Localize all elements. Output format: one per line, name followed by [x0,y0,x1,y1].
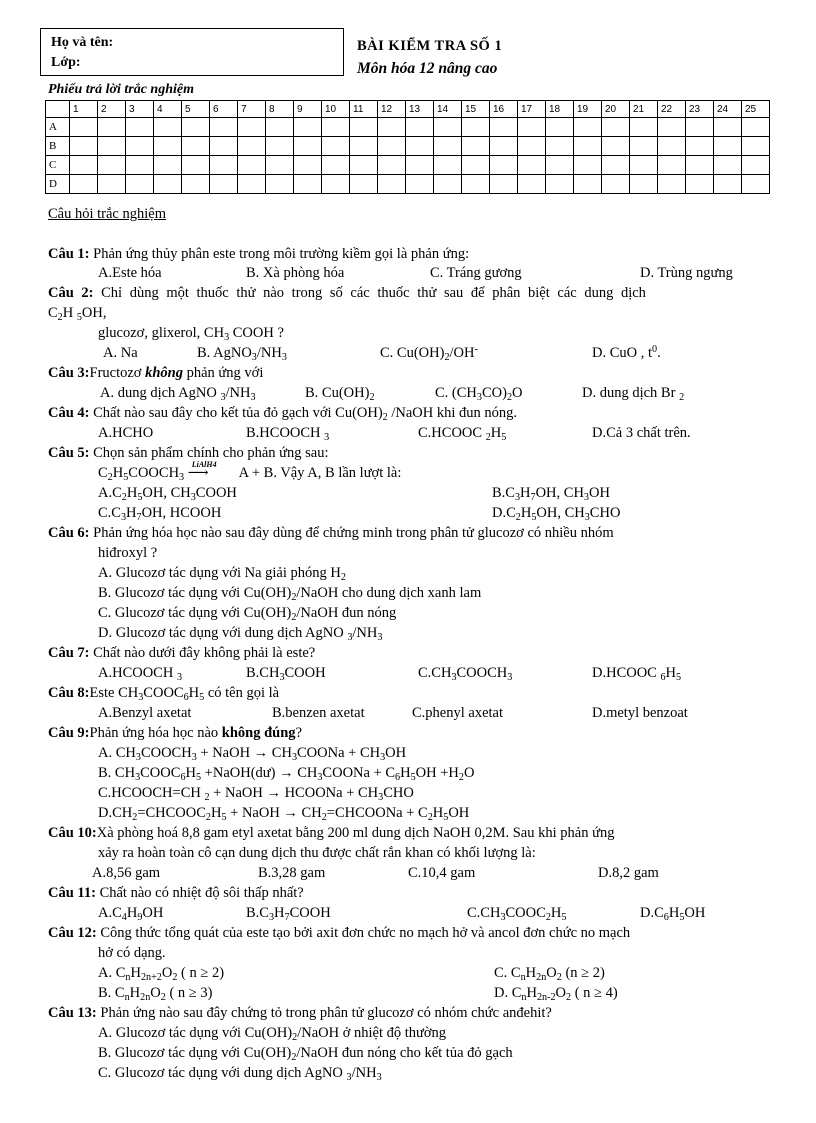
answer-cell[interactable] [126,175,154,194]
grid-col-header: 24 [714,101,742,118]
answer-cell[interactable] [462,156,490,175]
answer-cell[interactable] [322,156,350,175]
answer-cell[interactable] [238,118,266,137]
answer-cell[interactable] [434,156,462,175]
answer-cell[interactable] [574,156,602,175]
answer-cell[interactable] [546,175,574,194]
grid-col-header: 21 [630,101,658,118]
answer-cell[interactable] [322,175,350,194]
grid-col-header: 20 [602,101,630,118]
grid-col-header: 7 [238,101,266,118]
q11-stem: Câu 11: Chất nào có nhiệt độ sôi thấp nhất? [48,885,304,901]
q12-stem-cont: hở có dạng. [98,945,166,961]
test-title: BÀI KIỂM TRA SỐ 1 [357,38,503,54]
q13-stem: Câu 13: Phản ứng nào sau đây chứng tỏ trong phân tử glucozơ có nhóm chức anđehit? [48,1005,552,1021]
answer-cell[interactable] [602,156,630,175]
q8-option-b[interactable]: B.benzen axetat [272,705,365,721]
answer-cell[interactable] [546,156,574,175]
q3-option-b[interactable]: B. $Cu(OH)_2$ [305,385,375,403]
q10-option-a[interactable]: A.8,56 gam [92,865,161,881]
answer-cell[interactable] [182,175,210,194]
q2-option-b[interactable]: B. $AgNO_3/NH_3$ [197,345,287,363]
grid-col-header: 11 [350,101,378,118]
answer-cell[interactable] [70,137,98,156]
q1-option-a[interactable]: A.Este hóa [98,265,162,281]
grid-col-header: 8 [266,101,294,118]
answer-cell[interactable] [658,118,686,137]
answer-cell[interactable] [714,118,742,137]
answer-cell[interactable] [182,156,210,175]
q4-stem: Câu 4: Chất nào sau đây cho kết tủa đỏ gạch với $Cu(OH)_2$ /NaOH khi đun nóng. [48,405,518,423]
q12-stem: Câu 12: Công thức tổng quát của este tạo bởi axit đơn chức no mạch hở và ancol đơn chức no mạch [48,925,631,941]
answer-cell[interactable] [238,156,266,175]
answer-cell[interactable] [154,118,182,137]
answer-cell[interactable] [546,118,574,137]
answer-cell[interactable] [434,137,462,156]
q10-option-b[interactable]: B.3,28 gam [258,865,326,881]
answer-cell[interactable] [490,156,518,175]
answer-cell[interactable] [574,118,602,137]
q2-option-c[interactable]: C. $Cu(OH)_2/OH^-$ [380,344,478,363]
answer-cell[interactable] [378,137,406,156]
q13-option-b[interactable]: B. Glucozơ tác dụng với $Cu(OH)_2$/NaOH đun nóng cho kết tủa đỏ gạch [98,1045,513,1063]
q8-option-c[interactable]: C.phenyl axetat [412,705,504,721]
answer-cell[interactable] [350,137,378,156]
grid-col-header: 9 [294,101,322,118]
answer-cell[interactable] [406,156,434,175]
grid-col-header: 18 [546,101,574,118]
grid-col-header: 15 [462,101,490,118]
answer-cell[interactable] [742,175,770,194]
q3-option-a[interactable]: A. dung dịch AgNO $_3/NH_3$ [100,385,256,403]
answer-cell[interactable] [742,137,770,156]
q12-option-d[interactable]: D. $C_nH_{2n-2}O_2$ ( n ≥ 4) [494,985,618,1003]
answer-cell[interactable] [546,137,574,156]
answer-cell[interactable] [602,137,630,156]
q9-option-b[interactable]: B. $CH_3COOC_6H_5$ +NaOH(dư) → $CH_3COONa + C_6H_5OH +H_2O$ [98,765,475,783]
q13-option-c[interactable]: C. Glucozơ tác dụng với dung dịch AgNO $_3/NH_3$ [98,1065,382,1083]
q10-option-c[interactable]: C.10,4 gam [408,865,476,881]
grid-row-label: A [46,118,70,137]
q1-stem: Câu 1: Phản ứng thủy phân este trong môi trường kiềm gọi là phản ứng: [48,246,470,262]
q8-option-d[interactable]: D.metyl benzoat [592,705,688,721]
answer-cell[interactable] [658,137,686,156]
grid-col-header: 10 [322,101,350,118]
answer-cell[interactable] [714,137,742,156]
answer-grid [45,100,770,194]
grid-col-header: 4 [154,101,182,118]
q9-option-d[interactable]: $D.CH_2=CHCOOC_2H_5$ + NaOH → $CH_2=CHCOONa + C_2H_5OH$ [98,805,470,823]
answer-cell[interactable] [126,137,154,156]
questions-heading: Câu hỏi trắc nghiệm [48,206,166,222]
answer-cell[interactable] [686,118,714,137]
q5-reaction: $C_2H_5COOCH_3$ LiAlH4 ⟶ A + B. Vậy A, B lần lượt là: [98,460,402,483]
q1-option-c[interactable]: C. Tráng gương [430,265,522,281]
q2-option-d[interactable]: D. CuO , $t^0$. [592,344,661,361]
grid-col-header: 1 [70,101,98,118]
q5-option-a[interactable]: $A.C_2H_5OH$, $CH_3COOH$ [98,485,237,503]
grid-col-header: 14 [434,101,462,118]
answer-cell[interactable] [630,118,658,137]
q7-option-d[interactable]: D.HCOOC $_6H_5$ [592,665,682,683]
q7-stem: Câu 7: Chất nào dưới đây không phải là este? [48,645,316,661]
q9-option-c[interactable]: C.HCOOCH=CH $_2$ + NaOH → HCOONa + $CH_3CHO$ [98,785,414,803]
q2-option-a[interactable]: A. Na [103,345,138,361]
answer-cell[interactable] [378,175,406,194]
answer-cell[interactable] [98,118,126,137]
grid-col-header: 3 [126,101,154,118]
answer-cell[interactable] [574,137,602,156]
answer-cell[interactable] [602,175,630,194]
grid-col-header: 16 [490,101,518,118]
q4-option-b[interactable]: B.HCOOCH $_3$ [246,425,330,443]
q12-option-a[interactable]: A. $C_nH_{2n+2}O_2$ ( n ≥ 2) [98,965,225,983]
q9-stem: Câu 9:Phản ứng hóa học nào không đúng? [48,725,302,741]
q7-option-b[interactable]: $B.CH_3COOH$ [246,665,326,683]
name-label: Họ và tên: [51,35,114,50]
answer-cell[interactable] [434,175,462,194]
answer-cell[interactable] [406,137,434,156]
answer-cell[interactable] [406,175,434,194]
answer-cell[interactable] [294,137,322,156]
grid-col-header: 23 [686,101,714,118]
q2-stem-cont2: glucozơ, glixerol, $CH_3$ COOH ? [98,325,284,343]
answer-cell[interactable] [266,156,294,175]
answer-cell[interactable] [714,156,742,175]
grid-col-header: 5 [182,101,210,118]
answer-cell[interactable] [294,175,322,194]
q9-option-a[interactable]: A. $CH_3COOCH_3$ + NaOH → $CH_3COONa + CH_3OH$ [98,745,407,763]
answer-cell[interactable] [238,137,266,156]
answer-cell[interactable] [490,118,518,137]
answer-cell[interactable] [154,156,182,175]
answer-cell[interactable] [350,175,378,194]
q6-stem-cont: hiđroxyl ? [98,545,158,561]
q4-option-d[interactable]: D.Cả 3 chất trên. [592,425,691,441]
q6-option-c[interactable]: C. Glucozơ tác dụng với $Cu(OH)_2$/NaOH đun nóng [98,605,397,623]
q1-option-b[interactable]: B. Xà phòng hóa [246,265,345,281]
grid-col-header: 22 [658,101,686,118]
grid-row-label: B [46,137,70,156]
grid-corner [46,101,70,118]
grid-col-header: 12 [378,101,406,118]
answer-cell[interactable] [462,175,490,194]
q3-stem: Câu 3:Fructozơ không phản ứng với [48,365,264,381]
q7-option-a[interactable]: A.HCOOCH $_3$ [98,665,183,683]
answer-cell[interactable] [490,137,518,156]
answer-cell[interactable] [238,175,266,194]
answer-cell[interactable] [126,156,154,175]
answer-cell[interactable] [210,156,238,175]
answer-cell[interactable] [434,118,462,137]
answer-cell[interactable] [70,175,98,194]
answer-cell[interactable] [686,175,714,194]
answer-cell[interactable] [210,118,238,137]
q5-option-d[interactable]: $D.C_2H_5OH$, $CH_3CHO$ [492,505,621,523]
grid-col-header: 6 [210,101,238,118]
answer-cell[interactable] [462,137,490,156]
q7-option-c[interactable]: $C.CH_3COOCH_3$ [418,665,513,683]
answer-cell[interactable] [70,156,98,175]
answer-cell[interactable] [658,156,686,175]
answer-cell[interactable] [182,118,210,137]
answer-cell[interactable] [742,156,770,175]
answer-cell[interactable] [602,118,630,137]
q12-option-c[interactable]: C. $C_nH_{2n}O_2$ (n ≥ 2) [494,965,605,983]
answer-cell[interactable] [98,175,126,194]
q6-stem: Câu 6: Phản ứng hóa học nào sau đây dùng để chứng minh trong phân tử glucozơ có nhiều nhóm [48,525,614,541]
q11-option-d[interactable]: $D.C_6H_5OH$ [640,905,706,923]
q13-option-a[interactable]: A. Glucozơ tác dụng với $Cu(OH)_2$/NaOH ở nhiệt độ thường [98,1025,447,1043]
q8-stem: Câu 8:Este $CH_3COOC_6H_5$ có tên gọi là [48,685,280,703]
answer-cell[interactable] [154,175,182,194]
q8-option-a[interactable]: A.Benzyl axetat [98,705,192,721]
answer-cell[interactable] [686,156,714,175]
answer-cell[interactable] [518,175,546,194]
q6-option-d[interactable]: D. Glucozơ tác dụng với dung dịch AgNO $_3/NH_3$ [98,625,383,643]
answer-cell[interactable] [378,118,406,137]
answer-cell[interactable] [210,175,238,194]
grid-col-header: 19 [574,101,602,118]
q10-stem-cont: xảy ra hoàn toàn cô cạn dung dịch thu được chất rắn khan có khối lượng là: [98,845,536,861]
answer-cell[interactable] [630,156,658,175]
q2-stem: Câu 2: Chỉ dùng một thuốc thử nào trong số các thuốc thử sau để phân biệt các dung dịch [48,285,646,301]
grid-row-label: C [46,156,70,175]
answer-cell[interactable] [126,118,154,137]
answer-cell[interactable] [322,118,350,137]
q10-stem: Câu 10:Xà phòng hoá 8,8 gam etyl axetat bằng 200 ml dung dịch NaOH 0,2M. Sau khi phản ứng [48,825,615,841]
grid-col-header: 17 [518,101,546,118]
q4-option-a[interactable]: A.HCHO [98,425,154,441]
q6-option-a[interactable]: A. Glucozơ tác dụng với Na giải phóng $H_2$ [98,565,346,583]
q11-option-a[interactable]: $A.C_4H_9OH$ [98,905,164,923]
answer-cell[interactable] [518,156,546,175]
reaction-arrow-icon: LiAlH4 ⟶ [187,460,217,481]
q4-option-c[interactable]: C.HCOOC $_2H_5$ [418,425,507,443]
grid-col-header: 2 [98,101,126,118]
q11-option-b[interactable]: $B.C_3H_7COOH$ [246,905,331,923]
q1-option-d[interactable]: D. Trùng ngưng [640,265,733,281]
answer-cell[interactable] [406,118,434,137]
q11-option-c[interactable]: $C.CH_3COOC_2H_5$ [467,905,567,923]
answer-cell[interactable] [294,156,322,175]
answer-cell[interactable] [518,137,546,156]
answer-cell[interactable] [322,137,350,156]
answer-cell[interactable] [350,156,378,175]
q10-option-d[interactable]: D.8,2 gam [598,865,659,881]
q5-option-c[interactable]: $C.C_3H_7OH$, HCOOH [98,505,222,523]
answer-cell[interactable] [182,137,210,156]
answer-cell[interactable] [350,118,378,137]
class-label: Lớp: [51,55,81,70]
answer-cell[interactable] [574,175,602,194]
answer-cell[interactable] [686,137,714,156]
q5-option-b[interactable]: $B.C_3H_7OH$, $CH_3OH$ [492,485,610,503]
answer-sheet-title: Phiếu trả lời trắc nghiệm [48,82,194,97]
answer-cell[interactable] [490,175,518,194]
answer-cell[interactable] [630,137,658,156]
q6-option-b[interactable]: B. Glucozơ tác dụng với $Cu(OH)_2$/NaOH cho dung dịch xanh lam [98,585,482,603]
answer-cell[interactable] [210,137,238,156]
answer-cell[interactable] [518,118,546,137]
answer-cell[interactable] [714,175,742,194]
q2-stem-cont: $C_2H$ $_5$OH, [48,305,107,323]
answer-cell[interactable] [98,137,126,156]
answer-cell[interactable] [266,175,294,194]
q12-option-b[interactable]: B. $C_nH_{2n}O_2$ ( n ≥ 3) [98,985,213,1003]
answer-cell[interactable] [378,156,406,175]
answer-cell[interactable] [266,118,294,137]
answer-cell[interactable] [294,118,322,137]
answer-cell[interactable] [154,137,182,156]
answer-cell[interactable] [70,118,98,137]
subject-title: Môn hóa 12 nâng cao [357,60,498,77]
answer-cell[interactable] [266,137,294,156]
q5-stem: Câu 5: Chọn sản phẩm chính cho phản ứng sau: [48,445,329,461]
grid-col-header: 25 [742,101,770,118]
grid-col-header: 13 [406,101,434,118]
grid-row-label: D [46,175,70,194]
answer-cell[interactable] [630,175,658,194]
student-info-box [40,28,344,76]
answer-cell[interactable] [462,118,490,137]
q3-option-d[interactable]: D. dung dịch Br $_2$ [582,385,685,403]
answer-cell[interactable] [658,175,686,194]
answer-cell[interactable] [742,118,770,137]
answer-cell[interactable] [98,156,126,175]
q3-option-c[interactable]: C. $(CH_3CO)_2O$ [435,385,523,403]
